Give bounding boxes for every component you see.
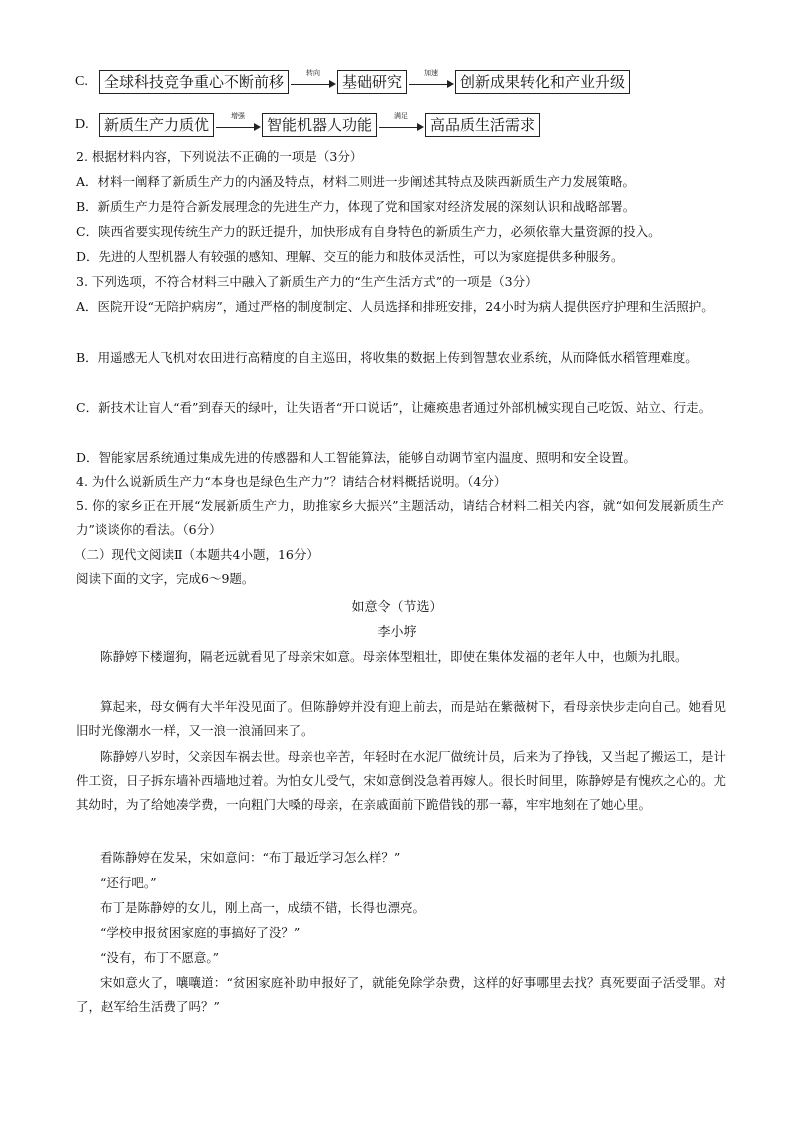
- question-5: 5. 你的家乡正在开展“发展新质生产力，助推家乡大振兴”主题活动，请结合材料二相关内容，就“如何发展新质生产力”谈谈你的看法。（6分）: [76, 498, 724, 537]
- flow-box: 全球科技竞争重心不断前移: [99, 70, 289, 94]
- question-4: 4. 为什么说新质生产力“本身也是绿色生产力”？请结合材料概括说明。（4分）: [76, 474, 507, 489]
- story-paragraph: 宋如意火了，嚷嚷道：“贫困家庭补助申报好了，就能免除学杂费，这样的好事哪里去找？真死要面子活受罪。对了，赵军给生活费了吗？”: [76, 975, 726, 1014]
- flow-box: 新质生产力质优: [99, 113, 214, 137]
- question-3-option-b: B．用遥感无人飞机对农田进行高精度的自主巡田，将收集的数据上传到智慧农业系统，从而降低水稻管理难度。: [76, 350, 698, 365]
- story-paragraph: “没有，布丁不愿意。”: [100, 950, 220, 965]
- flow-box: 基础研究: [337, 70, 407, 94]
- story-paragraph: 看陈静婷在发呆，宋如意问：“布丁最近学习怎么样？”: [100, 850, 401, 865]
- option-letter: C.: [75, 74, 88, 89]
- question-2-option-a: A．材料一阐释了新质生产力的内涵及特点，材料二则进一步阐述其特点及陕西新质生产力发展策略。: [76, 174, 636, 189]
- arrow-icon: [289, 71, 337, 93]
- story-title: 如意令（节选）: [351, 600, 443, 615]
- question-3-stem: 3. 下列选项，不符合材料三中融入了新质生产力的“生产生活方式”的一项是（3分）: [76, 274, 538, 289]
- option-c-flowchart: [75, 70, 630, 94]
- question-3-option-c: C．新技术让盲人“看”到春天的绿叶，让失语者“开口说话”，让瘫痪患者通过外部机械实现自己吃饭、站立、行走。: [76, 400, 712, 415]
- story-paragraph: “学校申报贫困家庭的事搞好了没？”: [100, 925, 301, 940]
- arrow-icon: [377, 114, 425, 136]
- option-d-flowchart: [75, 113, 540, 137]
- story-paragraph: 陈静婷八岁时，父亲因车祸去世。母亲也辛苦，年轻时在水泥厂做统计员，后来为了挣钱，又当起了搬运工，是计件工资，日子拆东墙补西墙地过着。为怕女儿受气，宋如意倒没急着再嫁人。很长时间里，陈静婷是有愧疚之心的。尤其幼时，为了给她凑学费，一向粗门大嗓的母亲，在亲戚面前下跪借钱的那一幕，牢牢地刻在了她心里。: [76, 749, 727, 812]
- question-3-option-d: D．智能家居系统通过集成先进的传感器和人工智能算法，能够自动调节室内温度、照明和安全设置。: [76, 450, 637, 465]
- flow-box: 高品质生活需求: [425, 113, 540, 137]
- story-paragraph: 布丁是陈静婷的女儿，刚上高一，成绩不错，长得也漂亮。: [100, 900, 426, 915]
- flow-box: 创新成果转化和产业升级: [455, 70, 630, 94]
- arrow-label: 增强: [231, 112, 246, 120]
- arrow-label: 满足: [394, 112, 409, 120]
- section-instruction: 阅读下面的文字，完成6～9题。: [76, 571, 255, 586]
- story-paragraph: “还行吧。”: [100, 875, 157, 890]
- arrow-icon: [407, 71, 455, 93]
- arrow-icon: [214, 114, 262, 136]
- question-2-option-d: D．先进的人型机器人有较强的感知、理解、交互的能力和肢体灵活性，可以为家庭提供多种服务。: [76, 249, 624, 264]
- story-paragraph: 算起来，母女俩有大半年没见面了。但陈静婷并没有迎上前去，而是站在紫薇树下，看母亲快步走向自己。她看见旧时光像潮水一样，又一浪一浪涌回来了。: [76, 699, 726, 738]
- story-paragraph: 陈静婷下楼遛狗，隔老远就看见了母亲宋如意。母亲体型粗壮，即使在集体发福的老年人中，也颇为扎眼。: [100, 649, 688, 664]
- question-2-stem: 2. 根据材料内容，下列说法不正确的一项是（3分）: [76, 149, 363, 164]
- flow-box: 智能机器人功能: [262, 113, 377, 137]
- option-letter: D.: [75, 117, 89, 132]
- section-heading: （二）现代文阅读Ⅱ（本题共4小题，16分）: [74, 547, 319, 562]
- story-author: 李小垿: [377, 625, 417, 640]
- arrow-label: 转向: [306, 69, 321, 77]
- question-2-option-c: C．陕西省要实现传统生产力的跃迁提升，加快形成有自身特色的新质生产力，必须依靠大量资源的投入。: [76, 224, 661, 239]
- question-3-option-a: A．医院开设“无陪护病房”，通过严格的制度制定、人员选择和排班安排，24小时为病人提供医疗护理和生活照护。: [76, 299, 714, 314]
- question-2-option-b: B．新质生产力是符合新发展理念的先进生产力，体现了党和国家对经济发展的深刻认识和战略部署。: [76, 199, 636, 214]
- arrow-label: 加速: [424, 69, 439, 77]
